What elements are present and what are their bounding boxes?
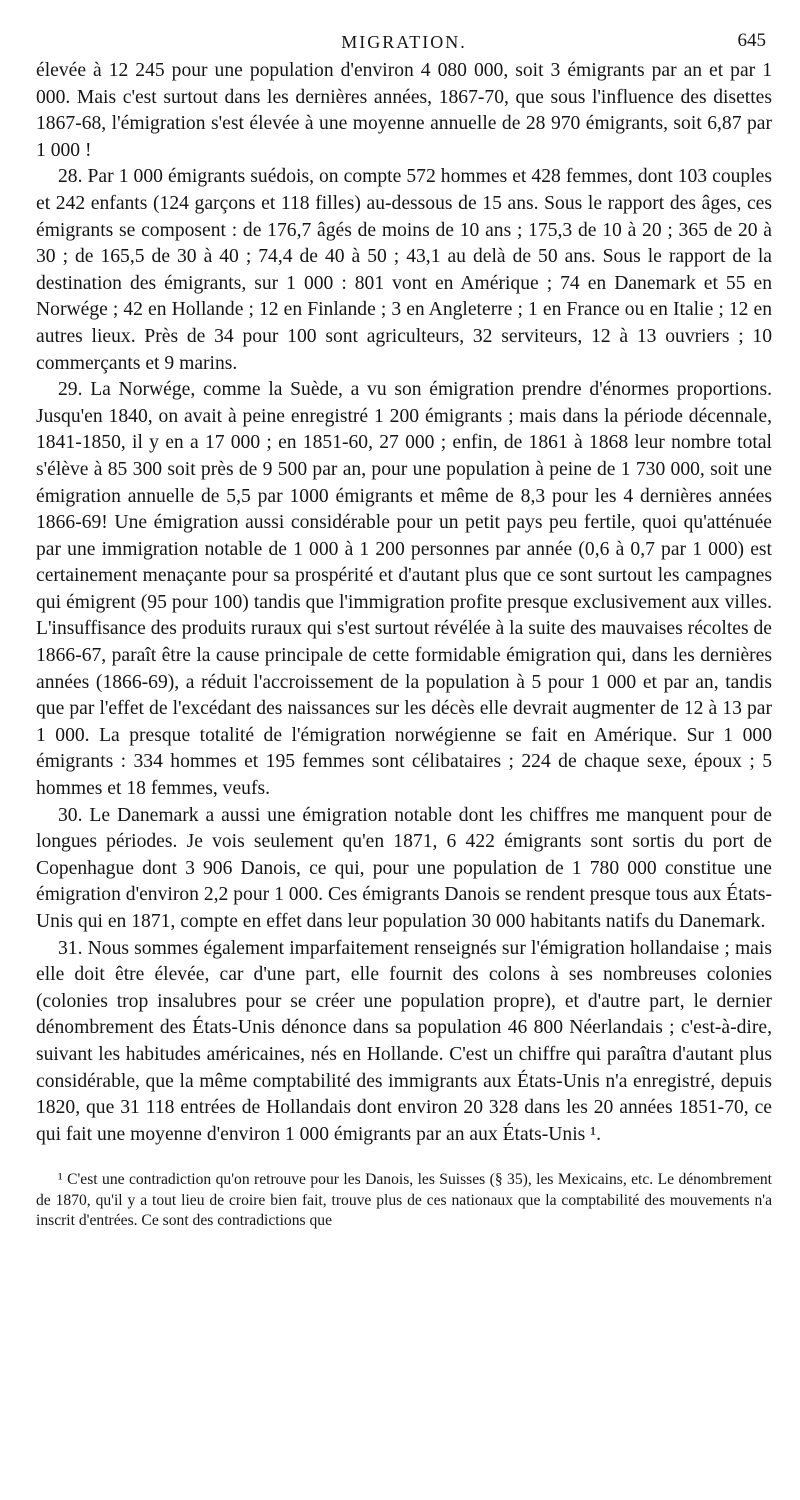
body-text xyxy=(36,58,772,1148)
paragraph-29: 29. La Norwége, comme la Suède, a vu son émigration prendre d'énormes proportions. Jusqu'en 1840, on avait à peine enregistré 1 200 émigrants ; mais dans la période décennale, 1841-1850, il y en a 17 000 ; en 1851-60, 27 000 ; enfin, de 1861 à 1868 leur nombre total s'élève à 85 300 soit près de 9 500 par an, pour une population à peine de 1 730 000, soit une émigration annuelle de 5,5 par 1000 émigrants et même de 8,3 pour les 4 dernières années 1866-69! Une émigration aussi considérable pour un petit pays peu fertile, quoi qu'atténuée par une immigration notable de 1 000 à 1 200 personnes par année (0,6 à 0,7 par 1 000) est certainement menaçante pour sa prospérité et d'autant plus que ce sont surtout les campagnes qui émigrent (95 pour 100) tandis que l'immigration profite presque exclusivement aux villes. L'insuffisance des produits ruraux qui s'est surtout révélée à la suite des mauvaises récoltes de 1866-67, paraît être la cause principale de cette formidable émigration qui, dans les dernières années (1866-69), a réduit l'accroissement de la population à 5 pour 1 000 et par an, tandis que par l'effet de l'excédant des naissances sur les décès elle devrait augmenter de 12 à 13 par 1 000. La presque totalité de l'émigration norwégienne se fait en Amérique. Sur 1 000 émigrants : 334 hommes et 195 femmes sont célibataires ; 224 de chaque sexe, époux ; 5 hommes et 18 femmes, veufs. xyxy=(36,379,772,800)
page-header xyxy=(36,0,772,58)
paragraph-30: 30. Le Danemark a aussi une émigration notable dont les chiffres me manquent pour de longues périodes. Je vois seulement qu'en 1871, 6 422 émigrants sont sortis du port de Copenhague dont 3 906 Danois, ce qui, pour une population de 1 780 000 constitue une émigration d'environ 2,2 pour 1 000. Ces émigrants Danois se rendent presque tous aux États-Unis qui en 1871, compte en effet dans leur population 30 000 habitants natifs du Danemark. xyxy=(36,804,772,932)
footnotes xyxy=(36,1170,772,1232)
footnote-1: ¹ C'est une contradiction qu'on retrouve pour les Danois, les Suisses (§ 35), les Mexicains, etc. Le dénombrement de 1870, qu'il y a tout lieu de croire bien fait, trouve plus de ces nationaux que la comptabilité des mouvements n'a inscrit d'entrées. Ce sont des contradictions que xyxy=(36,1171,772,1230)
paragraph-27-continued: élevée à 12 245 pour une population d'environ 4 080 000, soit 3 émigrants par an et par 1 000. Mais c'est surtout dans les dernières années, 1867-70, que sous l'influence des disettes 1867-68, l'émigration s'est élevée à une moyenne annuelle de 28 970 émigrants, soit 6,87 par 1 000 ! xyxy=(36,60,772,161)
running-title: MIGRATION. xyxy=(341,32,467,52)
paragraph-28: 28. Par 1 000 émigrants suédois, on compte 572 hommes et 428 femmes, dont 103 couples et 242 enfants (124 garçons et 118 filles) au-dessous de 15 ans. Sous le rapport des âges, ces émigrants se composent : de 176,7 âgés de moins de 10 ans ; 175,3 de 10 à 20 ; 365 de 20 à 30 ; de 165,5 de 30 à 40 ; 74,4 de 40 à 50 ; 43,1 au delà de 50 ans. Sous le rapport de la destination des émigrants, sur 1 000 : 801 vont en Amérique ; 74 en Danemark et 55 en Norwége ; 42 en Hollande ; 12 en Finlande ; 3 en Angleterre ; 1 en France ou en Italie ; 12 en autres lieux. Près de 34 pour 100 sont agriculteurs, 32 serviteurs, 12 à 13 ouvriers ; 10 commerçants et 9 marins. xyxy=(36,166,772,374)
page-number: 645 xyxy=(737,30,766,51)
paragraph-31: 31. Nous sommes également imparfaitement renseignés sur l'émigration hollandaise ; mais elle doit être élevée, car d'une part, elle fournit des colons à ses nombreuses colonies (colonies trop insalubres pour se créer une population propre), et d'autre part, le dernier dénombrement des États-Unis dénonce dans sa population 46 800 Néerlandais ; c'est-à-dire, suivant les habitudes américaines, nés en Hollande. C'est un chiffre qui paraîtra d'autant plus considérable, que la même comptabilité des immigrants aux États-Unis n'a enregistré, depuis 1820, que 31 118 entrées de Hollandais dont environ 20 328 dans les 20 années 1851-70, ce qui fait une moyenne d'environ 1 000 émigrants par an aux États-Unis ¹. xyxy=(36,937,772,1145)
